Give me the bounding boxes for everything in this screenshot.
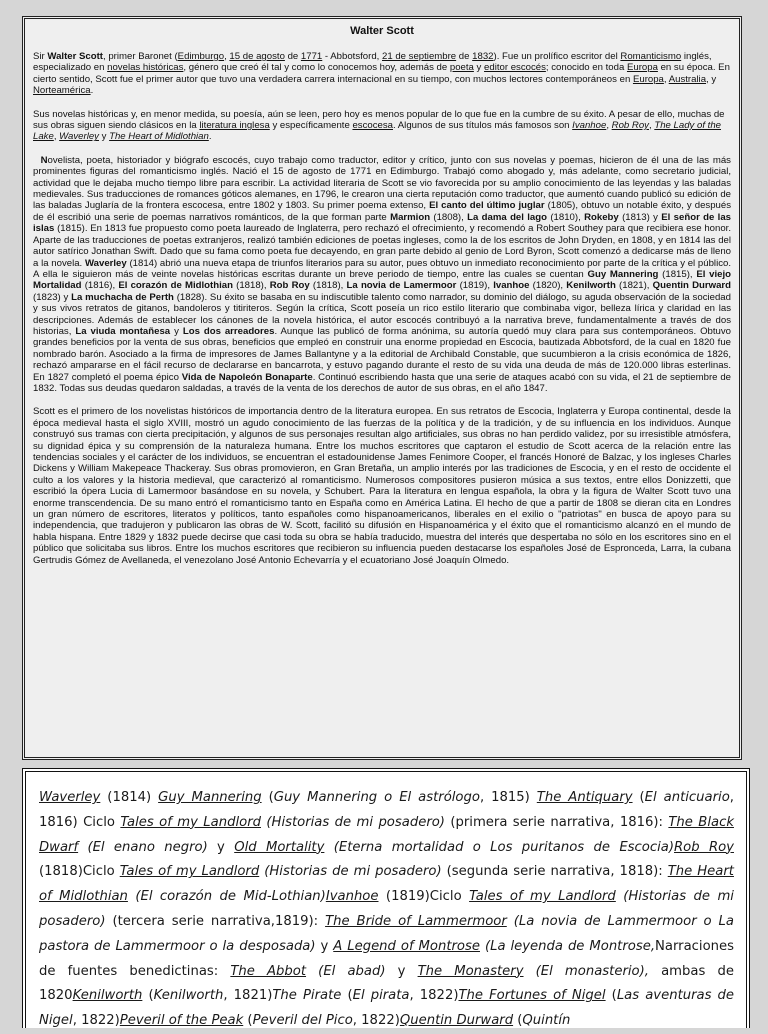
spanish-title: (Historias de mi posadero) <box>264 864 442 880</box>
work-link[interactable]: The Fortunes of Nigel <box>458 988 606 1004</box>
text: (1813) y <box>618 211 662 223</box>
text: (1819), <box>456 280 494 292</box>
text: (1820), <box>529 280 567 292</box>
spanish-title: (Historias de mi posadero) <box>39 889 734 929</box>
work-title: La muchacha de Perth <box>71 291 174 303</box>
text <box>524 964 536 979</box>
work-link[interactable]: Tales of my Landlord <box>119 864 260 880</box>
text: Sus novelas históricas y, en menor medida, su poesía, aún se leen, pero hoy es menos popular de lo que fue en la cumbre de su éxito. A pesar de ello, muchas de sus obras siguen siendo clásicos en la <box>33 108 725 132</box>
spanish-title: El pirata <box>352 988 410 1004</box>
work-link[interactable]: Peveril of the Peak <box>119 1013 244 1029</box>
link-lady-of-the-lake[interactable]: The Lady of the Lake <box>33 120 721 143</box>
work-title: La dama del lago <box>467 211 547 223</box>
text: , y <box>706 73 717 85</box>
spanish-title: (La novia de Lammermoor o La pastora de Lammermoor o la desposada) <box>39 913 734 954</box>
spanish-title: Guy Mannering o El astrólogo <box>273 790 480 805</box>
text: en su época. En cierto sentido, Scott fue el primer autor que tuvo una verdadera carrera internacional en su tiempo, con muchos lectores contemporáneos en <box>33 62 730 85</box>
work-title: La viuda montañesa <box>75 325 171 337</box>
link-waverley[interactable]: Waverley <box>59 131 99 143</box>
text: (primera serie narrativa, 1816): <box>444 814 669 830</box>
text: y específicamente <box>269 120 353 132</box>
text: y <box>385 963 418 979</box>
text: (1814) abrió una nueva etapa de triunfos literarios para su autor, pues obtuvo un inmediato reconocimiento por parte de la crítica y el público. A ella le siguieron más de veinte novelas históricas escritas durante un breve periodo de tiempo, entre las cuales se cuentan <box>33 257 731 280</box>
work-link[interactable]: Tales of my Landlord <box>120 814 261 830</box>
drop-cap: N <box>40 154 48 166</box>
text: y <box>98 131 110 143</box>
text: (1815), <box>658 268 697 280</box>
work-title: Guy Mannering <box>587 268 659 280</box>
link-australia[interactable]: Australia <box>668 73 707 85</box>
intro-paragraph <box>33 51 731 97</box>
work-title: Rokeby <box>584 211 619 223</box>
work-link[interactable]: Old Mortality <box>234 839 325 855</box>
text: ( <box>341 988 353 1004</box>
text: (1814) <box>100 790 159 805</box>
spanish-title: Quintín <box>522 1013 571 1029</box>
works-list <box>39 786 734 1034</box>
link-escocesa[interactable]: escocesa <box>352 120 393 132</box>
text: , 1822) <box>72 1013 120 1029</box>
text: . Continuó escribiendo hasta que una serie de ataques acabó con su vida, el 21 de septiembre de 1832. Todas sus deudas quedaron saldadas, a través de la venta de los derechos de autor de sus obras, en el año 1847. <box>33 371 732 394</box>
spanish-title: (Historias de mi posadero) <box>266 814 445 830</box>
work-title: The Pirate <box>272 988 342 1004</box>
work-link[interactable]: The Antiquary <box>536 790 633 805</box>
work-link[interactable]: The Abbot <box>230 963 307 979</box>
spanish-title: Las aventuras de Nigel <box>39 988 735 1029</box>
work-link[interactable]: The Bride of Lammermoor <box>325 913 507 929</box>
text: ( <box>243 1013 253 1029</box>
spanish-title: (La leyenda de Montrose, <box>484 938 656 954</box>
text: - Abbotsford, <box>322 51 382 62</box>
text: , <box>648 120 655 132</box>
works-list-box <box>22 768 750 1028</box>
text: . <box>208 131 212 143</box>
text: (segunda serie narrativa, 1818): <box>441 864 668 880</box>
text: (1816), <box>81 280 119 292</box>
link-romanticismo[interactable]: Romanticismo <box>620 51 682 62</box>
work-title: El corazón de Midlothian <box>118 280 233 292</box>
link-edimburgo[interactable]: Edimburgo <box>177 51 225 62</box>
text: (1808), <box>430 211 468 223</box>
work-link[interactable]: Kenilworth <box>72 988 143 1004</box>
link-heart-of-midlothian[interactable]: The Heart of Midlothian <box>109 131 209 143</box>
text: , 1816) Ciclo <box>39 790 734 830</box>
text: (1818)Ciclo <box>39 864 120 880</box>
link-novelas-historicas[interactable]: novelas históricas <box>107 62 184 74</box>
text: . Aunque las publicó de forma anónima, su autoría quedó muy clara para sus contemporáneos. Obtuvo grandes beneficios por la venta de sus obras, beneficios que empleó en construir una enorme propiedad en Escocia, bautizada Abbotsford, de la cual en 1820 fue nombrado barón. Asociado a la firma de impresores de James Ballantyne y a la editorial de Archibald Constable, que sucumbieron a la crisis económica de 1826, rechazó ampararse en el fácil recurso de declararse en bancarrota, y estuvo pagando durante el resto de su vida una deuda de más de 120.000 libras esterlinas. En 1827 completó el poema épico <box>33 325 731 383</box>
text: . <box>90 85 94 97</box>
link-21-septiembre[interactable]: 21 de septiembre <box>382 51 457 62</box>
work-link[interactable]: The Black Dwarf <box>39 814 734 855</box>
text: ovelista, poeta, historiador y biógrafo escocés, cuyo trabajo como traductor, editor y crítico, junto con sus novelas y poemas, hicieron de él una de las más prominentes figuras del romanticismo inglés. Nació el 15 de agosto de 1771 en Edimburgo. Trabajó como abogado y, más adelante, como secretario judicial, actividad que le dejaba mucho tiempo libre para escribir. La actividad literaria de Scott se vio favorecida por su amplio conocimiento de las leyendas y las baladas medievales. Sus traducciones de romances góticos alemanes, en 1796, le crearon una cierta reputación como traductor, que aumentó cuando publicó su edición de las baladas Juglaría de la frontera escocesa, entre 1802 y 1803. Su primer poema extenso, <box>33 154 731 212</box>
text: Narraciones de fuentes benedictinas: <box>39 938 734 979</box>
spanish-title: El anticuario <box>644 790 730 805</box>
work-title: Waverley <box>84 257 127 269</box>
text <box>324 840 333 855</box>
text: , 1815) <box>479 790 537 805</box>
text <box>306 964 318 979</box>
text: Sir <box>33 51 48 62</box>
work-link[interactable]: Waverley <box>39 790 101 805</box>
popularity-paragraph <box>33 109 731 143</box>
text: ). Fue un prolífico escritor del <box>493 51 621 62</box>
spanish-title: (Eterna mortalidad o Los puritanos de Escocia) <box>333 839 674 855</box>
text: . Algunos de sus títulos más famosos son <box>392 120 573 132</box>
text: , primer Baronet ( <box>103 51 178 62</box>
link-editor-escoces[interactable]: editor escocés <box>484 62 546 74</box>
work-link[interactable]: The Heart of Midlothian <box>39 864 734 905</box>
link-rob-roy[interactable]: Rob Roy <box>611 120 649 132</box>
text: , 1822) <box>409 988 459 1004</box>
link-poeta[interactable]: poeta <box>449 62 474 74</box>
link-norteamerica[interactable]: Norteamérica <box>33 85 91 97</box>
work-title: La novia de Lamermoor <box>346 280 457 292</box>
text: (tercera serie narrativa,1819): <box>105 913 326 929</box>
text: (1810), <box>547 211 585 223</box>
text: (1823) y <box>33 291 72 303</box>
work-title: Ivanhoe <box>493 280 530 292</box>
work-title: Kenilworth <box>566 280 616 292</box>
text: de <box>284 51 301 62</box>
text: inglés, especializado en <box>33 51 712 74</box>
work-link[interactable]: Quentin Durward <box>399 1013 514 1029</box>
work-title: Vida de Napoleón Bonaparte <box>181 371 313 383</box>
text: (1828). Su éxito se basaba en su indiscutible talento como narrador, su dominio del diálogo, su aguda observación de la sociedad y sus vivos retratos de gitanos, bandoleros y titiriteros. Según la crítica, Scott poseía un rico estilo literario que combinaba vigor, belleza lírica y claridad en las descripciones. Además de establecer los cánones de la novela histórica, el autor escocés contribuyó a la narrativa breve, fundamentalmente a través de dos historias, <box>33 291 731 337</box>
text: , 1822) <box>352 1013 400 1029</box>
text: , <box>606 120 612 132</box>
link-1832[interactable]: 1832 <box>472 51 494 62</box>
work-title: El viejo Mortalidad <box>33 268 732 292</box>
text: ambas de 1820 <box>39 963 734 1004</box>
text: ( <box>513 1013 523 1029</box>
bold-name: Walter Scott <box>47 51 104 62</box>
spanish-title: (El monasterio), <box>535 963 649 979</box>
text: , género que creó él tal y como lo conocemos hoy, además de <box>183 62 450 74</box>
text: ( <box>261 790 274 805</box>
influence-paragraph: Scott es el primero de los novelistas históricos de importancia dentro de la literatura europea. En sus retratos de Escocia, Inglaterra y Europa continental, desde la época medieval hasta el siglo XVIII, mostró un agudo conocimiento de las fuerzas de la política y de la tradición, y de su influencia en los individuos. Aunque construyó sus tramas con cierta precipitación, y algunos de sus personajes resultan algo artificiales, sus obras no han perdido validez, por su irresistible atmósfera, su dignidad épica y su comprensión de la naturaleza humana. Entre los muchos escritores que captaron el estudio de Scott acerca de la relación entre las tendencias sociales y el carácter de los individuos, se encuentran el estadounidense James Fenimore Cooper, el francés Honoré de Balzac, y los ingleses Charles Dickens y William Makepeace Thackeray. Sus obras promovieron, en Gran Bretaña, un amplio interés por las tradiciones de Escocia, y en el resto de occidente el culto a los valores y la historia medieval, que caracterizó al romanticismo. Numerosos compositores pusieron música a sus textos, entre ellos Donizzetti, que escribió la ópera Lucia di Lamermoor basándose en su novela, y Schubert. Para la literatura en lengua española, la obra y la figura de Walter Scott tuvo una enorme transcendencia. De su mano entró el romanticismo tanto en España como en América Latina. El hecho de que a partir de 1808 se dieran cita en Londres un gran número de escritores, literatos y políticos, tanto españoles como hispanoamericanos, liberales en el exilio o "patriotas" en busca de apoyo para su independencia, que tradujeron y publicaron las obras de W. Scott, facilitó su difusión en Hispanoamérica y el éxito que el romanticismo alcanzó en el mundo de habla hispana. Entre 1829 y 1832 puede decirse que casi toda su obra se había traducido, muestra del interés que despertaba no sólo en los escritores sino en el público que solicitaba sus libros. Entre los muchos escritores que recibieron su influencia pueden destacarse los españoles José de Espronceda, Larra, la cubana Gertrudis Gómez de Avellaneda, el venezolano José Antonio Echevarría y el ecuatoriano José Joaquín Olmedo. <box>33 406 731 566</box>
text: (1815). En 1813 fue propuesto como poeta laureado de Inglaterra, pero rechazó el ofrecimiento, y recomendó a Robert Southey para que recibiera ese honor. Aparte de las traducciones de poetas extranjeros, realizó también ediciones de poetas ingleses, como la de los escritos de John Dryden, en 1808, y en 1814 las del autor satírico Jonathan Swift. Dado que su fama como poeta fue decayendo, en gran parte debido al genio de Lord Byron, Scott comenzó a dedicarse más de lleno a la novela. <box>33 223 731 269</box>
text: (1818), <box>232 280 270 292</box>
link-15-agosto[interactable]: 15 de agosto <box>229 51 285 62</box>
text <box>507 914 514 929</box>
work-title: Los dos arreadores <box>182 325 275 337</box>
text: ; conocido en toda <box>545 62 627 74</box>
text: (1819)Ciclo <box>378 889 470 905</box>
spanish-title: Peveril del Pico <box>252 1013 353 1029</box>
text: (1818), <box>309 280 347 292</box>
work-title: Quentin Durward <box>652 280 732 292</box>
spanish-title: (El corazón de Mid-Lothian) <box>135 889 326 905</box>
work-link[interactable]: A Legend of Montrose <box>333 938 480 954</box>
text: ( <box>142 988 154 1004</box>
work-link[interactable]: Tales of my Landlord <box>469 889 616 905</box>
text: y <box>170 325 183 337</box>
spanish-title: (El enano negro) <box>87 839 208 855</box>
text: , <box>224 51 230 62</box>
biography-box <box>22 16 742 760</box>
work-link[interactable]: The Monastery <box>417 963 524 979</box>
text: (1805), obtuvo un notable éxito, y después de él escribió una serie de poemas narrativos románticos, de la que forman parte <box>33 200 732 223</box>
work-title: El canto del último juglar <box>429 200 545 212</box>
work-link[interactable]: Rob Roy <box>674 839 734 855</box>
text: ( <box>632 790 645 805</box>
text: y <box>315 938 334 954</box>
link-ivanhoe[interactable]: Ivanhoe <box>572 120 607 132</box>
text: y <box>207 839 235 855</box>
text: (1821), <box>615 280 653 292</box>
work-title: Rob Roy <box>269 280 310 292</box>
text: ( <box>605 988 617 1004</box>
work-title: El señor de las islas <box>33 211 732 235</box>
spanish-title: Kenilworth <box>153 988 224 1004</box>
text: , <box>53 131 60 143</box>
link-literatura-inglesa[interactable]: literatura inglesa <box>199 120 270 132</box>
link-1771[interactable]: 1771 <box>300 51 323 62</box>
spanish-title: (El abad) <box>318 963 386 979</box>
work-title: Marmion <box>390 211 431 223</box>
work-link[interactable]: Ivanhoe <box>325 889 379 905</box>
text: y <box>473 62 485 74</box>
link-europa-2[interactable]: Europa <box>632 73 664 85</box>
text: de <box>456 51 473 62</box>
text: , <box>663 73 669 85</box>
biography-paragraph <box>33 155 731 395</box>
link-europa[interactable]: Europa <box>626 62 658 74</box>
text: , 1821) <box>223 988 273 1004</box>
work-link[interactable]: Guy Mannering <box>158 790 262 805</box>
page-title: Walter Scott <box>350 25 414 37</box>
